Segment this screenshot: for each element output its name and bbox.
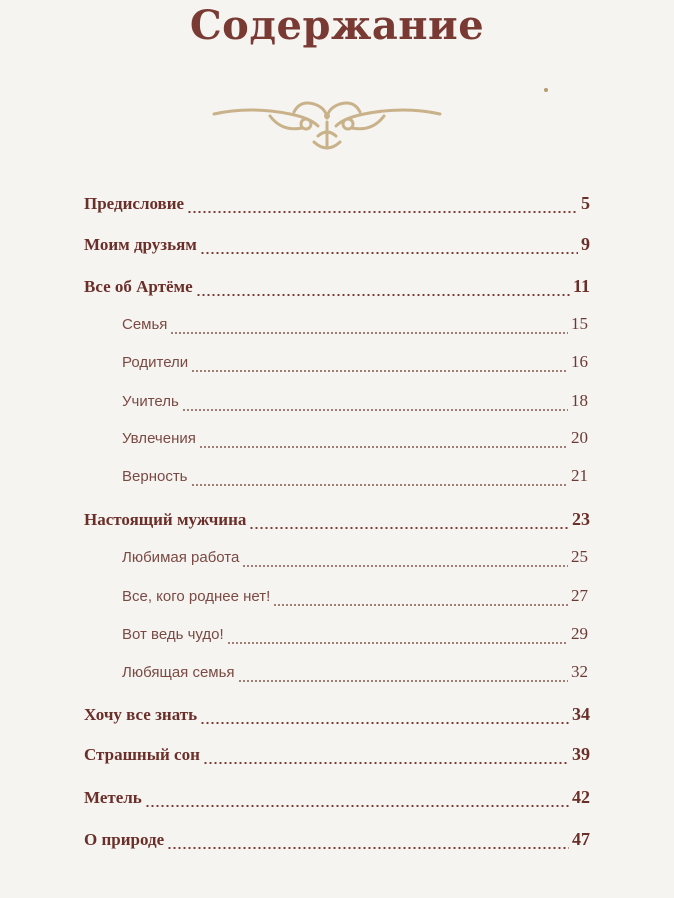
dot-leader: [167, 847, 569, 849]
dot-leader: [238, 680, 568, 682]
toc-entry-page-number: 29: [571, 624, 588, 643]
toc-entry-page-number: 20: [571, 428, 588, 447]
dot-leader: [187, 211, 578, 213]
toc-entry-page-number: 11: [572, 276, 590, 296]
toc-entry-title: Моим друзьям: [84, 235, 197, 254]
dot-leader: [249, 527, 569, 529]
dot-leader: [191, 370, 568, 372]
dot-leader: [200, 252, 578, 254]
toc-entry: [84, 234, 590, 260]
toc-entry-title: Вот ведь чудо!: [122, 626, 224, 643]
toc-entry-page-number: 25: [571, 547, 588, 566]
toc-entry-title: Все, кого роднее нет!: [122, 588, 271, 605]
toc-entry-title: Учитель: [122, 393, 179, 410]
toc-entry-page-number: 15: [571, 314, 588, 333]
toc-entry: [122, 391, 588, 417]
toc-entry: [84, 744, 590, 770]
toc-entry-page-number: 32: [571, 662, 588, 681]
toc-entry: [122, 586, 588, 612]
toc-entry: [122, 547, 588, 573]
dot-leader: [203, 762, 569, 764]
toc-entry-title: Страшный сон: [84, 745, 200, 764]
toc-entry-title: Семья: [122, 316, 168, 333]
dot-leader: [182, 409, 568, 411]
toc-entry-page-number: 47: [572, 829, 590, 849]
dot-leader: [273, 604, 568, 606]
toc-entry-title: Метель: [84, 788, 142, 807]
dot-leader: [199, 446, 568, 448]
decorative-flourish-icon: [210, 100, 444, 156]
page-title: Содержание: [189, 2, 485, 49]
dot-leader: [191, 484, 568, 486]
toc-entry-page-number: 5: [581, 193, 590, 213]
toc-entry-title: Настоящий мужчина: [84, 510, 247, 529]
toc-entry-title: Предисловие: [84, 194, 185, 213]
toc-entry-page-number: 34: [572, 704, 590, 724]
toc-entry-title: Увлечения: [122, 430, 196, 447]
toc-entry-title: Любимая работа: [122, 549, 240, 566]
dot-leader: [200, 722, 569, 724]
toc-entry: [122, 662, 588, 688]
toc-entry-page-number: 21: [571, 466, 588, 485]
toc-entry: [84, 704, 590, 730]
toc-entry-title: Все об Артёме: [84, 277, 193, 296]
toc-entry: [122, 466, 588, 492]
toc-entry-title: Родители: [122, 354, 189, 371]
toc-entry: [84, 509, 590, 535]
toc-entry-page-number: 16: [571, 352, 588, 371]
toc-entry-page-number: 27: [571, 586, 588, 605]
dot-leader: [196, 294, 570, 296]
toc-entry-title: Хочу все знать: [84, 705, 198, 724]
toc-entry-page-number: 23: [572, 509, 590, 529]
toc-entry: [84, 276, 590, 302]
dot-leader: [145, 805, 569, 807]
toc-entry-title: Любящая семья: [122, 664, 235, 681]
toc-entry: [84, 829, 590, 855]
toc-entry-page-number: 42: [572, 787, 590, 807]
dot-leader: [242, 565, 568, 567]
toc-entry: [84, 193, 590, 219]
toc-entry-title: О природе: [84, 830, 165, 849]
toc-entry-title: Верность: [122, 468, 188, 485]
dot-leader: [227, 642, 568, 644]
toc-entry-page-number: 39: [572, 744, 590, 764]
toc-entry: [122, 624, 588, 650]
toc-entry: [122, 352, 588, 378]
toc-entry-page-number: 18: [571, 391, 588, 410]
paper-speck: [544, 88, 548, 92]
toc-entry: [122, 428, 588, 454]
toc-entry: [122, 314, 588, 340]
toc-entry-page-number: 9: [581, 234, 590, 254]
toc-entry: [84, 787, 590, 813]
dot-leader: [170, 332, 568, 334]
